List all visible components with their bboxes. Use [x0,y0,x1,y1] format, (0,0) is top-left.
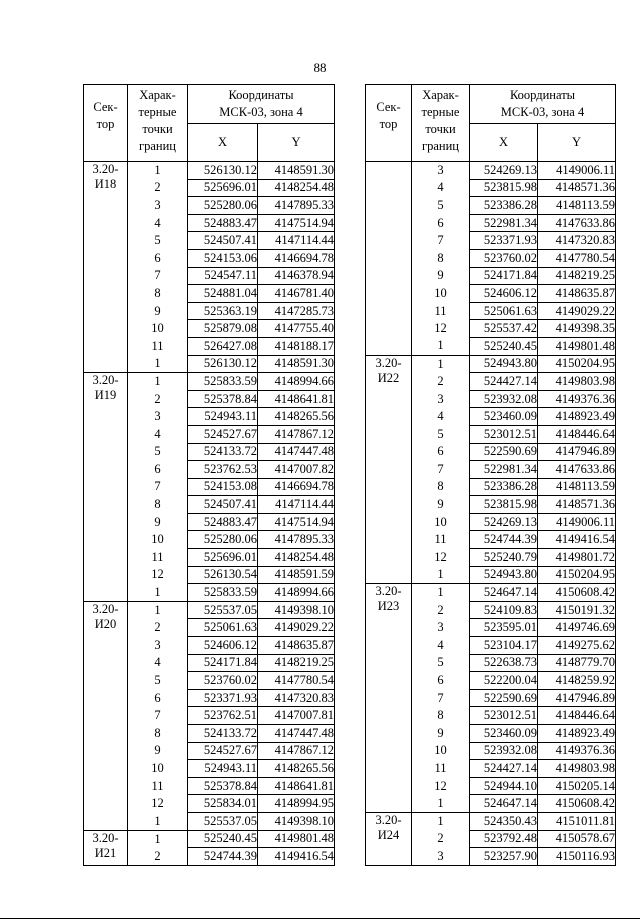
y-coordinate-cell: 4148113.59 [538,197,616,215]
x-coordinate-cell: 523012.51 [470,425,538,443]
y-coordinate-cell: 4149275.62 [538,637,616,655]
point-number-cell: 4 [128,214,188,232]
point-number-cell: 7 [412,461,470,479]
x-coordinate-cell: 524153.08 [188,478,258,496]
y-coordinate-cell: 4148446.64 [538,425,616,443]
x-coordinate-cell: 525696.01 [188,549,258,567]
point-number-cell: 7 [128,478,188,496]
x-coordinate-cell: 523932.08 [470,742,538,760]
x-coordinate-cell: 525537.42 [470,320,538,338]
table-row [84,830,335,848]
y-coordinate-cell: 4147946.89 [538,443,616,461]
point-number-cell: 3 [128,408,188,426]
x-coordinate-cell: 525537.05 [188,812,258,830]
x-coordinate-cell: 524269.13 [470,162,538,180]
x-coordinate-cell: 524744.39 [470,531,538,549]
y-coordinate-cell: 4148571.36 [538,496,616,514]
sector-cell [366,584,412,813]
point-number-cell: 9 [128,513,188,531]
sector-suffix: И22 [377,370,400,385]
point-number-cell: 9 [412,496,470,514]
y-coordinate-cell: 4148994.66 [258,373,335,391]
y-coordinate-cell: 4149416.54 [258,848,335,866]
x-coordinate-cell: 524881.04 [188,285,258,303]
point-number-cell: 9 [412,725,470,743]
y-coordinate-cell: 4147447.48 [258,725,335,743]
x-coordinate-cell: 524943.80 [470,566,538,584]
x-coordinate-cell: 524943.11 [188,760,258,778]
table-row [84,601,335,619]
point-number-cell: 4 [412,408,470,426]
point-number-cell: 4 [412,637,470,655]
x-coordinate-cell: 526130.12 [188,355,258,373]
point-number-cell: 10 [412,513,470,531]
point-number-cell: 1 [128,355,188,373]
point-number-cell: 1 [412,566,470,584]
y-coordinate-cell: 4147320.83 [258,689,335,707]
sector-cell [84,373,128,602]
sector-header: Сек- тор [84,85,128,162]
point-number-cell: 9 [128,302,188,320]
x-coordinate-cell: 526130.54 [188,566,258,584]
y-coordinate-cell: 4149803.98 [538,760,616,778]
x-coordinate-cell: 524109.83 [470,601,538,619]
point-number-cell: 6 [128,689,188,707]
y-coordinate-cell: 4147114.44 [258,496,335,514]
x-coordinate-cell: 524171.84 [470,267,538,285]
x-coordinate-cell: 524944.10 [470,777,538,795]
y-coordinate-cell: 4147780.54 [258,672,335,690]
sector-suffix: И21 [94,845,117,860]
point-number-cell: 4 [128,654,188,672]
table-row [366,812,616,830]
y-coordinate-cell: 4146378.94 [258,267,335,285]
x-coordinate-cell: 523815.98 [470,496,538,514]
y-coordinate-cell: 4147007.82 [258,461,335,479]
point-number-cell: 10 [128,760,188,778]
point-number-cell: 7 [128,707,188,725]
points-header: Харак- терные точки границ [128,85,188,162]
sector-cell [366,355,412,584]
x-coordinate-cell: 525537.05 [188,601,258,619]
y-coordinate-cell: 4148994.95 [258,795,335,813]
y-header: Y [538,124,616,162]
point-number-cell: 12 [412,549,470,567]
point-number-cell: 1 [128,584,188,602]
y-coordinate-cell: 4151011.81 [538,812,616,830]
point-number-cell: 1 [412,337,470,355]
point-number-cell: 6 [412,214,470,232]
sector-code: 3.20- [375,812,402,827]
y-coordinate-cell: 4150204.95 [538,355,616,373]
point-number-cell: 2 [412,373,470,391]
y-coordinate-cell: 4149746.69 [538,619,616,637]
sector-code: 3.20- [375,584,402,599]
x-coordinate-cell: 524527.67 [188,425,258,443]
x-coordinate-cell: 524350.43 [470,812,538,830]
x-coordinate-cell: 524507.41 [188,496,258,514]
x-coordinate-cell: 524943.80 [470,355,538,373]
x-coordinate-cell: 523815.98 [470,179,538,197]
point-number-cell: 3 [412,619,470,637]
x-header: X [188,124,258,162]
point-number-cell: 7 [128,267,188,285]
y-coordinate-cell: 4150116.93 [538,848,616,866]
point-number-cell: 12 [128,566,188,584]
y-coordinate-cell: 4148188.17 [258,337,335,355]
y-coordinate-cell: 4148591.30 [258,162,335,180]
point-number-cell: 8 [412,249,470,267]
y-coordinate-cell: 4147514.94 [258,214,335,232]
x-coordinate-cell: 525696.01 [188,179,258,197]
point-number-cell: 2 [128,848,188,866]
y-coordinate-cell: 4149398.35 [538,320,616,338]
x-coordinate-cell: 526130.12 [188,162,258,180]
sector-cell [366,162,412,356]
point-number-cell: 3 [128,637,188,655]
point-number-cell: 1 [412,584,470,602]
x-coordinate-cell: 523595.01 [470,619,538,637]
x-coordinate-cell: 525240.45 [188,830,258,848]
y-coordinate-cell: 4149801.48 [538,337,616,355]
table-row [366,162,616,180]
y-coordinate-cell: 4148446.64 [538,707,616,725]
point-number-cell: 1 [128,830,188,848]
x-coordinate-cell: 524507.41 [188,232,258,250]
y-coordinate-cell: 4147007.81 [258,707,335,725]
x-coordinate-cell: 525833.59 [188,373,258,391]
x-coordinate-cell: 523012.51 [470,707,538,725]
x-coordinate-cell: 524547.11 [188,267,258,285]
y-coordinate-cell: 4149376.36 [538,390,616,408]
point-number-cell: 6 [412,443,470,461]
y-coordinate-cell: 4148635.87 [538,285,616,303]
point-number-cell: 11 [128,777,188,795]
y-coordinate-cell: 4146694.78 [258,478,335,496]
x-coordinate-cell: 524133.72 [188,443,258,461]
table-row [84,162,335,180]
page-bottom-rule [0,918,640,919]
point-number-cell: 12 [128,795,188,813]
x-coordinate-cell: 523762.51 [188,707,258,725]
y-coordinate-cell: 4149398.10 [258,812,335,830]
y-coordinate-cell: 4148591.30 [258,355,335,373]
point-number-cell: 5 [412,654,470,672]
point-number-cell: 10 [412,742,470,760]
x-coordinate-cell: 525879.08 [188,320,258,338]
sector-code: 3.20- [92,162,119,176]
y-coordinate-cell: 4149801.72 [538,549,616,567]
x-coordinate-cell: 524744.39 [188,848,258,866]
x-coordinate-cell: 524647.14 [470,795,538,813]
y-coordinate-cell: 4149006.11 [538,162,616,180]
y-coordinate-cell: 4146694.78 [258,249,335,267]
x-coordinate-cell: 524153.06 [188,249,258,267]
y-coordinate-cell: 4147946.89 [538,689,616,707]
y-coordinate-cell: 4148641.81 [258,390,335,408]
x-coordinate-cell: 524427.14 [470,760,538,778]
y-coordinate-cell: 4148923.49 [538,408,616,426]
x-coordinate-cell: 523371.93 [188,689,258,707]
y-coordinate-cell: 4147755.40 [258,320,335,338]
x-coordinate-cell: 524883.47 [188,214,258,232]
point-number-cell: 9 [412,267,470,285]
y-coordinate-cell: 4148571.36 [538,179,616,197]
sector-code: 3.20- [92,830,119,845]
point-number-cell: 5 [128,672,188,690]
point-number-cell: 11 [412,531,470,549]
point-number-cell: 3 [412,390,470,408]
coords-header: Координаты МСК-03, зона 4 [188,85,335,124]
x-coordinate-cell: 523371.93 [470,232,538,250]
point-number-cell: 10 [412,285,470,303]
point-number-cell: 5 [412,197,470,215]
x-coordinate-cell: 522638.73 [470,654,538,672]
table-body-right [366,162,616,866]
sector-cell [84,601,128,830]
x-coordinate-cell: 524427.14 [470,373,538,391]
y-coordinate-cell: 4147514.94 [258,513,335,531]
point-number-cell: 11 [412,302,470,320]
point-number-cell: 7 [412,232,470,250]
x-coordinate-cell: 522590.69 [470,689,538,707]
y-coordinate-cell: 4150204.95 [538,566,616,584]
y-coordinate-cell: 4149029.22 [258,619,335,637]
x-coordinate-cell: 523792.48 [470,830,538,848]
sector-code: 3.20- [92,373,119,388]
x-coordinate-cell: 525240.45 [470,337,538,355]
y-coordinate-cell: 4147447.48 [258,443,335,461]
sector-suffix: И18 [94,177,117,191]
y-coordinate-cell: 4147867.12 [258,742,335,760]
x-coordinate-cell: 522200.04 [470,672,538,690]
sector-suffix: И24 [377,827,400,842]
y-coordinate-cell: 4146781.40 [258,285,335,303]
point-number-cell: 10 [128,531,188,549]
coordinates-table-left [83,84,335,866]
x-coordinate-cell: 523760.02 [188,672,258,690]
x-coordinate-cell: 525280.06 [188,531,258,549]
y-coordinate-cell: 4148219.25 [538,267,616,285]
y-coordinate-cell: 4149029.22 [538,302,616,320]
x-header: X [470,124,538,162]
point-number-cell: 3 [128,197,188,215]
point-number-cell: 4 [128,425,188,443]
point-number-cell: 11 [128,549,188,567]
point-number-cell: 5 [128,232,188,250]
x-coordinate-cell: 525378.84 [188,390,258,408]
point-number-cell: 11 [128,337,188,355]
point-number-cell: 8 [412,707,470,725]
x-coordinate-cell: 524943.11 [188,408,258,426]
y-coordinate-cell: 4147895.33 [258,197,335,215]
point-number-cell: 2 [412,830,470,848]
point-number-cell: 11 [412,760,470,778]
point-number-cell: 8 [128,285,188,303]
point-number-cell: 7 [412,689,470,707]
point-number-cell: 12 [412,777,470,795]
point-number-cell: 2 [412,601,470,619]
y-coordinate-cell: 4149398.10 [258,601,335,619]
y-coordinate-cell: 4147633.86 [538,214,616,232]
x-coordinate-cell: 523460.09 [470,725,538,743]
sector-cell [84,830,128,865]
x-coordinate-cell: 524269.13 [470,513,538,531]
point-number-cell: 1 [412,355,470,373]
y-coordinate-cell: 4148994.66 [258,584,335,602]
y-coordinate-cell: 4148265.56 [258,408,335,426]
y-coordinate-cell: 4149376.36 [538,742,616,760]
x-coordinate-cell: 525833.59 [188,584,258,602]
sector-code: 3.20- [375,355,402,370]
point-number-cell: 1 [128,601,188,619]
y-coordinate-cell: 4148591.59 [258,566,335,584]
x-coordinate-cell: 525240.79 [470,549,538,567]
x-coordinate-cell: 523932.08 [470,390,538,408]
y-coordinate-cell: 4150578.67 [538,830,616,848]
y-coordinate-cell: 4148779.70 [538,654,616,672]
x-coordinate-cell: 525378.84 [188,777,258,795]
y-coordinate-cell: 4150205.14 [538,777,616,795]
point-number-cell: 2 [128,619,188,637]
point-number-cell: 3 [412,848,470,866]
y-coordinate-cell: 4148219.25 [258,654,335,672]
y-header: Y [258,124,335,162]
y-coordinate-cell: 4148259.92 [538,672,616,690]
y-coordinate-cell: 4150191.32 [538,601,616,619]
page-number: 88 [313,60,327,75]
table-row [84,373,335,391]
x-coordinate-cell: 523104.17 [470,637,538,655]
y-coordinate-cell: 4150608.42 [538,584,616,602]
y-coordinate-cell: 4149416.54 [538,531,616,549]
y-coordinate-cell: 4148635.87 [258,637,335,655]
y-coordinate-cell: 4148923.49 [538,725,616,743]
point-number-cell: 6 [412,672,470,690]
point-number-cell: 8 [128,496,188,514]
x-coordinate-cell: 525061.63 [470,302,538,320]
y-coordinate-cell: 4147114.44 [258,232,335,250]
point-number-cell: 6 [128,461,188,479]
x-coordinate-cell: 524133.72 [188,725,258,743]
sector-suffix: И23 [377,599,400,614]
y-coordinate-cell: 4149803.98 [538,373,616,391]
y-coordinate-cell: 4149801.48 [258,830,335,848]
table-body-left [84,162,335,866]
x-coordinate-cell: 522981.34 [470,214,538,232]
x-coordinate-cell: 523386.28 [470,197,538,215]
points-header: Харак- терные точки границ [412,85,470,162]
point-number-cell: 1 [412,812,470,830]
point-number-cell: 12 [412,320,470,338]
coords-header: Координаты МСК-03, зона 4 [470,85,616,124]
x-coordinate-cell: 524883.47 [188,513,258,531]
point-number-cell: 6 [128,249,188,267]
y-coordinate-cell: 4147780.54 [538,249,616,267]
x-coordinate-cell: 522590.69 [470,443,538,461]
y-coordinate-cell: 4147633.86 [538,461,616,479]
coordinates-table-right [365,84,616,866]
point-number-cell: 10 [128,320,188,338]
point-number-cell: 1 [128,812,188,830]
x-coordinate-cell: 522981.34 [470,461,538,479]
point-number-cell: 1 [128,162,188,180]
y-coordinate-cell: 4148113.59 [538,478,616,496]
y-coordinate-cell: 4147895.33 [258,531,335,549]
y-coordinate-cell: 4147320.83 [538,232,616,250]
point-number-cell: 5 [412,425,470,443]
point-number-cell: 9 [128,742,188,760]
table-row [366,584,616,602]
x-coordinate-cell: 524171.84 [188,654,258,672]
y-coordinate-cell: 4147867.12 [258,425,335,443]
point-number-cell: 3 [412,162,470,180]
x-coordinate-cell: 525280.06 [188,197,258,215]
x-coordinate-cell: 526427.08 [188,337,258,355]
x-coordinate-cell: 523257.90 [470,848,538,866]
y-coordinate-cell: 4148254.48 [258,179,335,197]
x-coordinate-cell: 525061.63 [188,619,258,637]
y-coordinate-cell: 4150608.42 [538,795,616,813]
x-coordinate-cell: 525363.19 [188,302,258,320]
point-number-cell: 4 [412,179,470,197]
sector-suffix: И19 [94,388,117,403]
point-number-cell: 8 [412,478,470,496]
point-number-cell: 1 [128,373,188,391]
point-number-cell: 2 [128,390,188,408]
x-coordinate-cell: 523762.53 [188,461,258,479]
sector-cell [84,162,128,373]
x-coordinate-cell: 525834.01 [188,795,258,813]
sector-cell [366,812,412,865]
sector-code: 3.20- [92,601,119,616]
y-coordinate-cell: 4148254.48 [258,549,335,567]
x-coordinate-cell: 524527.67 [188,742,258,760]
x-coordinate-cell: 523760.02 [470,249,538,267]
x-coordinate-cell: 524647.14 [470,584,538,602]
sector-suffix: И20 [94,616,117,631]
point-number-cell: 2 [128,179,188,197]
y-coordinate-cell: 4148265.56 [258,760,335,778]
x-coordinate-cell: 524606.12 [470,285,538,303]
point-number-cell: 8 [128,725,188,743]
table-row [366,355,616,373]
point-number-cell: 1 [412,795,470,813]
y-coordinate-cell: 4149006.11 [538,513,616,531]
x-coordinate-cell: 523386.28 [470,478,538,496]
point-number-cell: 5 [128,443,188,461]
x-coordinate-cell: 524606.12 [188,637,258,655]
x-coordinate-cell: 523460.09 [470,408,538,426]
y-coordinate-cell: 4147285.73 [258,302,335,320]
sector-header: Сек- тор [366,85,412,162]
y-coordinate-cell: 4148641.81 [258,777,335,795]
